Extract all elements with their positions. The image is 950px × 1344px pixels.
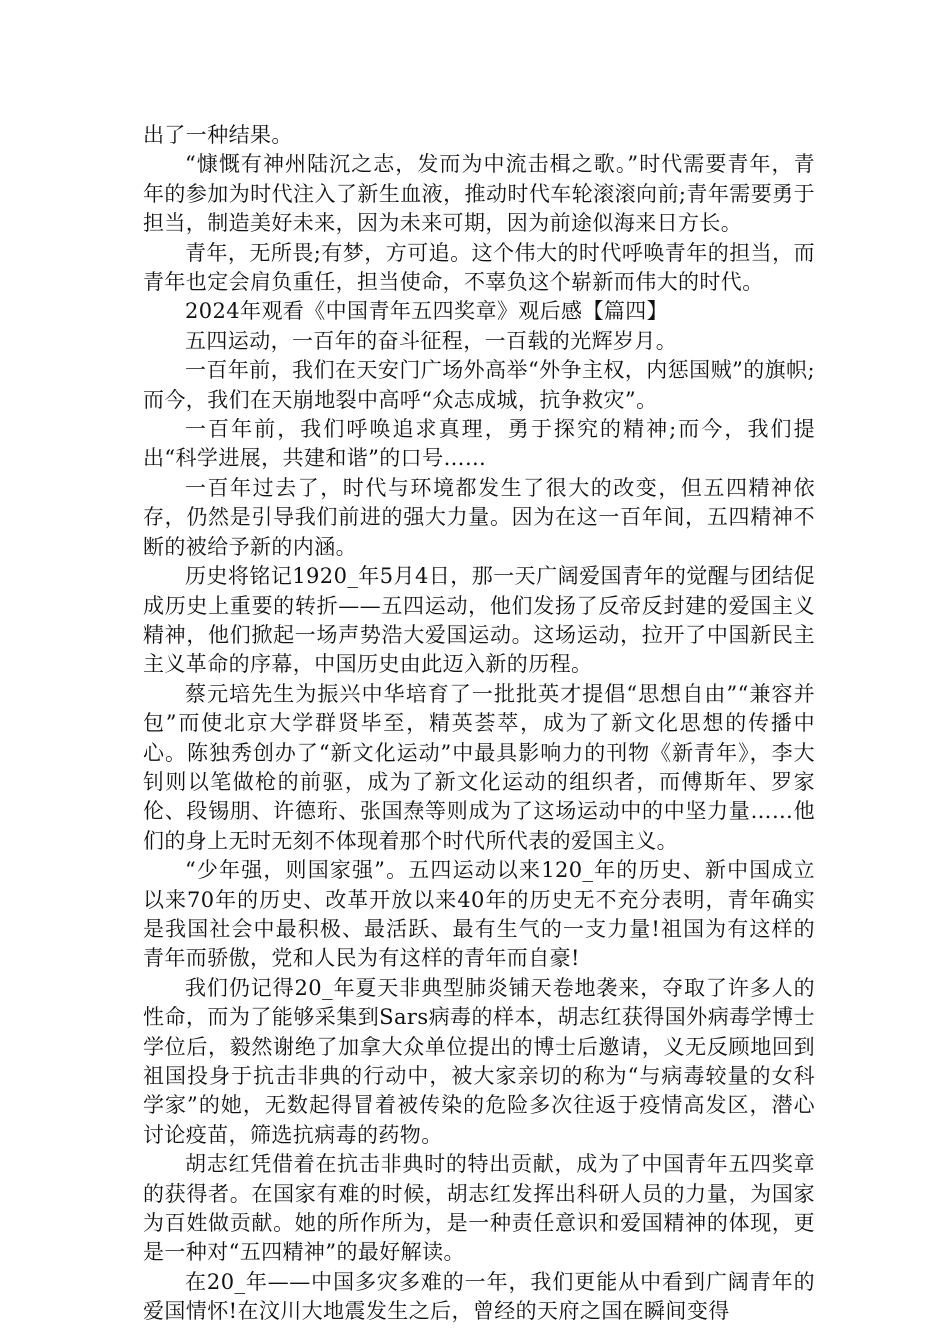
paragraph: 一百年前，我们呼唤追求真理，勇于探究的精神;而今，我们提出“科学进展，共建和谐”的口号…… <box>143 417 815 471</box>
paragraph: 五四运动，一百年的奋斗征程，一百载的光辉岁月。 <box>185 328 678 353</box>
paragraph-continuation: 出了一种结果。 <box>143 123 293 147</box>
paragraph: “慷慨有神州陆沉之志，发而为中流击楫之歌。”时代需要青年，青年的参加为时代注入了新生血液，推动时代车轮滚滚向前;青年需要勇于担当，制造美好未来，因为未来可期，因为前途似海来日方长。 <box>143 152 815 236</box>
paragraph: 一百年前，我们在天安门广场外高举“外争主权，内惩国贼”的旗帜;而今，我们在天崩地裂中高呼“众志成城，抗争救灾”。 <box>143 358 815 412</box>
document-body <box>143 121 815 1327</box>
section-heading: 2024年观看《中国青年五四奖章》观后感【篇四】 <box>185 299 669 324</box>
paragraph: 历史将铭记1920_年5月4日，那一天广阔爱国青年的觉醒与团结促成历史上重要的转折——五四运动，他们发扬了反帝反封建的爱国主义精神，他们掀起一场声势浩大爱国运动。这场运动，拉开了中国新民主主义革命的序幕，中国历史由此迈入新的历程。 <box>143 564 815 677</box>
paragraph: 我们仍记得20_年夏天非典型肺炎铺天卷地袭来，夺取了许多人的性命，而为了能够采集到Sars病毒的样本，胡志红获得国外病毒学博士学位后，毅然谢绝了加拿大众单位提出的博士后邀请，义无反顾地回到祖国投身于抗击非典的行动中，被大家亲切的称为“与病毒较量的女科学家”的她，无数起得冒着被传染的危险多次往返于疫情高发区，潜心讨论疫苗，筛选抗病毒的药物。 <box>143 975 815 1147</box>
paragraph: 一百年过去了，时代与环境都发生了很大的改变，但五四精神依存，仍然是引导我们前进的强大力量。因为在这一百年间，五四精神不断的被给予新的内涵。 <box>143 475 815 559</box>
paragraph: 在20_年——中国多灾多难的一年，我们更能从中看到广阔青年的爱国情怀!在汶川大地震发生之后，曾经的天府之国在瞬间变得 <box>143 1269 815 1324</box>
paragraph: 青年，无所畏;有梦，方可追。这个伟大的时代呼唤青年的担当，而青年也定会肩负重任，担当使命，不辜负这个崭新而伟大的时代。 <box>143 240 815 295</box>
paragraph: 蔡元培先生为振兴中华培育了一批批英才提倡“思想自由”“兼容并包”而使北京大学群贤毕至，精英荟萃，成为了新文化思想的传播中心。陈独秀创办了“新文化运动”中最具影响力的刊物《新青年》，李大钊则以笔做枪的前驱，成为了新文化运动的组织者，而傅斯年、罗家伦、段锡朋、许德珩、张国焘等则成为了这场运动中的中坚力量……他们的身上无时无刻不体现着那个时代所代表的爱国主义。 <box>143 681 815 853</box>
paragraph: 胡志红凭借着在抗击非典时的特出贡献，成为了中国青年五四奖章的获得者。在国家有难的时候，胡志红发挥出科研人员的力量，为国家为百姓做贡献。她的所作所为，是一种责任意识和爱国精神的体现，更是一种对“五四精神”的最好解读。 <box>143 1152 815 1265</box>
paragraph: “少年强，则国家强”。五四运动以来120_年的历史、新中国成立以来70年的历史、改革开放以来40年的历史无不充分表明，青年确实是我国社会中最积极、最活跃、最有生气的一支力量!祖国为有这样的青年而骄傲，党和人民为有这样的青年而自豪! <box>143 858 815 971</box>
